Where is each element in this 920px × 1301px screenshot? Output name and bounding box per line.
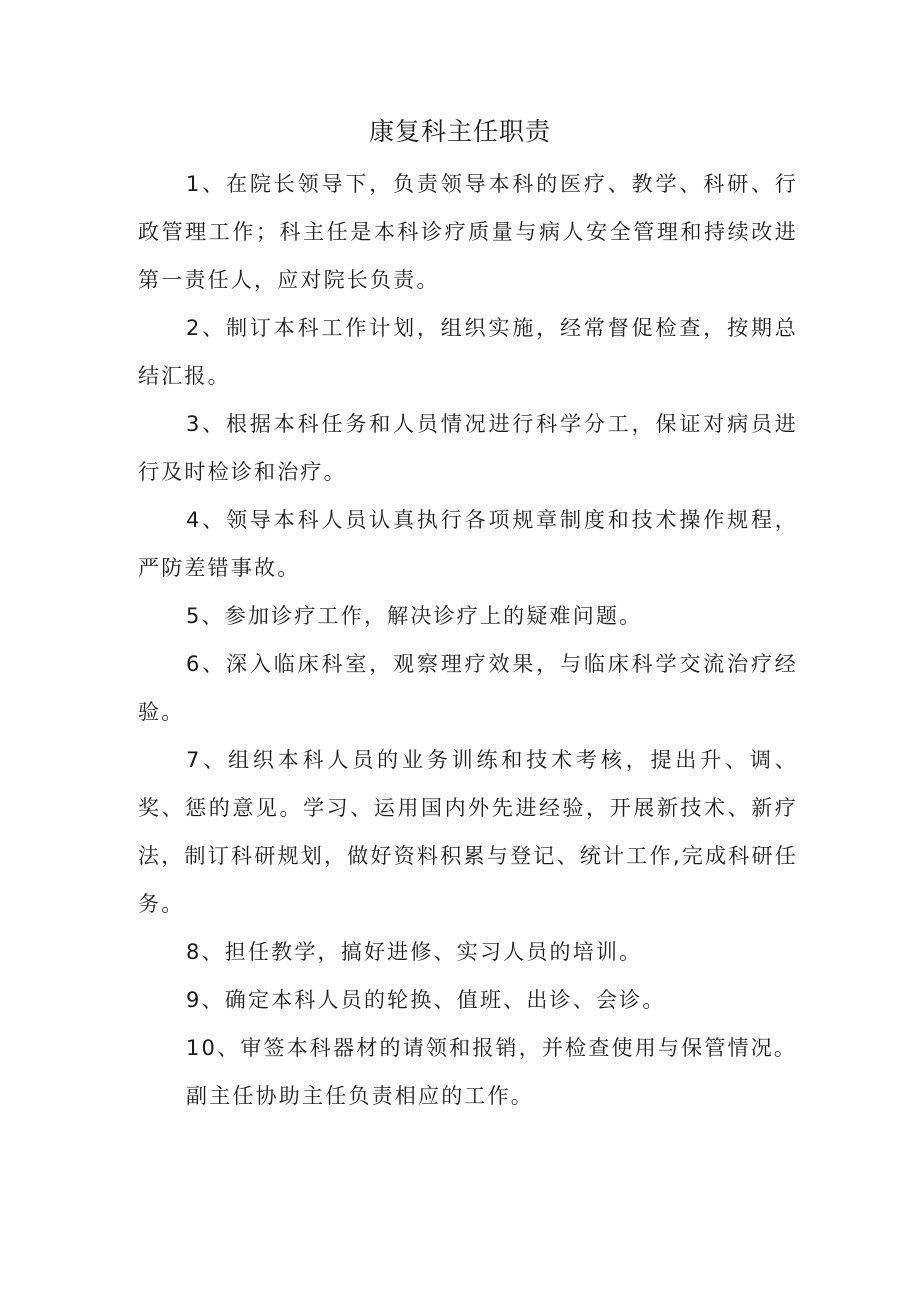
duty-paragraph-2: 2、制订本科工作计划，组织实施，经常督促检查，按期总结汇报。 xyxy=(138,316,798,388)
deputy-director-note: 副主任协助主任负责相应的工作。 xyxy=(186,1084,534,1108)
duty-paragraph-7: 7、组织本科人员的业务训练和技术考核，提出升、调、奖、惩的意见。学习、运用国内外先进经验，开展新技术、新疗法，制订科研规划，做好资料积累与登记、统计工作,完成科研任务。 xyxy=(138,748,798,916)
duty-paragraph-9: 9、确定本科人员的轮换、值班、出诊、会诊。 xyxy=(186,988,666,1012)
duty-paragraph-3: 3、根据本科任务和人员情况进行科学分工，保证对病员进行及时检诊和治疗。 xyxy=(138,412,798,484)
duty-paragraph-5: 5、参加诊疗工作，解决诊疗上的疑难问题。 xyxy=(186,604,643,628)
duty-paragraph-1: 1、在院长领导下，负责领导本科的医疗、教学、科研、行政管理工作；科主任是本科诊疗质量与病人安全管理和持续改进第一责任人，应对院长负责。 xyxy=(138,172,798,292)
document-title: 康复科主任职责 xyxy=(368,117,551,146)
duty-paragraph-6: 6、深入临床科室，观察理疗效果，与临床科学交流治疗经验。 xyxy=(138,652,798,724)
document-body xyxy=(138,160,798,1120)
duty-paragraph-10: 10、审签本科器材的请领和报销，并检查使用与保管情况。 xyxy=(186,1036,798,1060)
duty-paragraph-8: 8、担任教学，搞好进修、实习人员的培训。 xyxy=(186,940,643,964)
duty-paragraph-4: 4、领导本科人员认真执行各项规章制度和技术操作规程，严防差错事故。 xyxy=(138,508,798,580)
